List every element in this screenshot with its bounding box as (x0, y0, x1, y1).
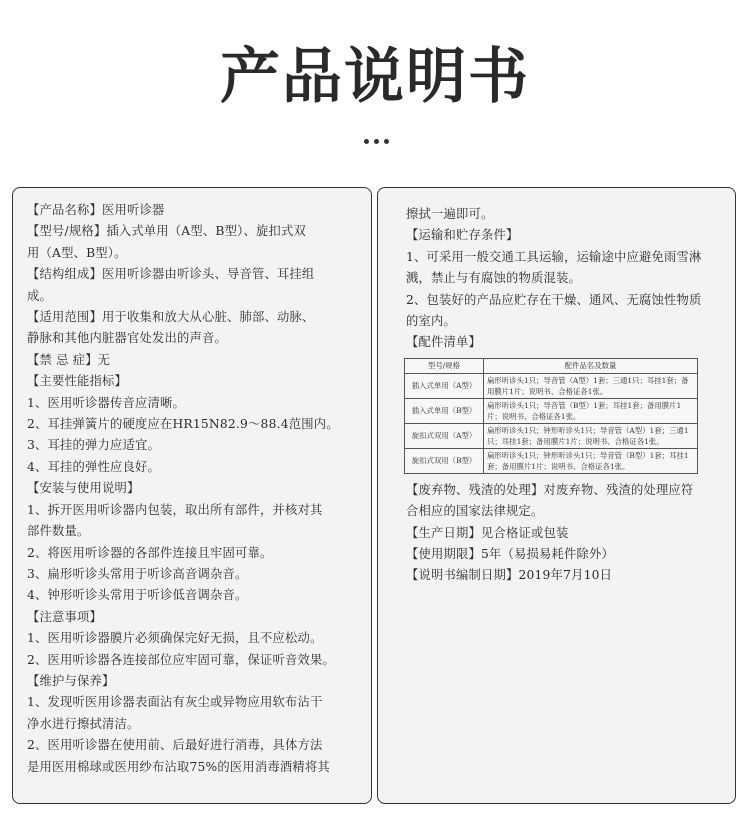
text-line: 【使用期限】5年（易损易耗件除外） (406, 547, 614, 562)
text-line: 【产品名称】医用听诊器 (27, 203, 165, 217)
text-line: 1、拆开医用听诊器内包装，取出所有部件，并核对其 (27, 502, 323, 517)
text-line: 1、发现听医用诊器表面沾有灰尘或异物应用软布沾干 (27, 695, 323, 710)
table-cell-parts: 扁形听诊头1只；钟形听诊头1只；导音管（A型）1套；三通1只；耳挂1套；备用膜片1片；说明书、合格证各1张。 (484, 423, 698, 448)
manual-page-left (12, 187, 372, 804)
text-line: 【生产日期】见合格证或包装 (406, 525, 569, 540)
text-line: 【废弃物、残渣的处理】对废弃物、残渣的处理应符 (406, 482, 694, 497)
table-row (405, 373, 698, 398)
text-line: 3、扁形听诊头常用于听诊高音调杂音。 (27, 566, 248, 581)
table-cell-parts: 扁形听诊头1只；导音管（B型）1套；耳挂1套；备用膜片1片；说明书、合格证各1张。 (484, 398, 698, 423)
text-line: 3、耳挂的弹力应适宜。 (27, 438, 160, 453)
text-line: 2、耳挂弹簧片的硬度应在HR15N82.9～88.4范围内。 (27, 417, 339, 432)
text-line: 1、可采用一般交通工具运输，运输途中应避免雨雪淋 (406, 249, 702, 264)
manual-page-right (377, 187, 736, 804)
parts-list-table-wrap (404, 358, 729, 474)
text-line: 4、耳挂的弹性应良好。 (27, 459, 160, 474)
text-line: 静脉和其他内脏器官处发出的声音。 (27, 331, 227, 346)
table-header-row (405, 358, 698, 373)
section-divider-dots (356, 139, 396, 149)
right-text-block-top (406, 204, 729, 354)
text-line: 2、医用听诊器各连接部位应牢固可靠，保证听音效果。 (27, 652, 335, 667)
table-cell-model: 插入式单用（A型） (405, 373, 484, 398)
table-cell-parts: 扁形听诊头1只；导音管（A型）1套；三通1只；耳挂1套；备用膜片1片；说明书、合格证各1张。 (484, 373, 698, 398)
table-cell-model: 旋扣式双用（A型） (405, 423, 484, 448)
table-row (405, 423, 698, 448)
text-line: 【运输和贮存条件】 (406, 228, 519, 243)
right-text-block-bottom (406, 480, 729, 587)
text-line: 【安装与使用说明】 (27, 481, 140, 496)
text-line: 1、医用听诊器膜片必须确保完好无损，且不应松动。 (27, 631, 323, 646)
text-line: 【注意事项】 (27, 609, 102, 624)
table-cell-model: 旋扣式双用（B型） (405, 448, 484, 473)
page-title: 产品说明书 (220, 42, 530, 112)
text-line: 1、医用听诊器传音应清晰。 (27, 395, 185, 410)
text-line: 【禁 忌 症】无 (27, 352, 111, 367)
text-line: 用（A型、B型）。 (27, 245, 127, 260)
text-line: 是用医用棉球或医用纱布沾取75%的医用消毒酒精将其 (27, 759, 330, 774)
text-line: 合相应的国家法律规定。 (406, 504, 544, 519)
text-line: 【主要性能指标】 (27, 374, 127, 389)
left-text-block (27, 200, 363, 778)
text-line: 【型号/规格】插入式单用（A型、B型）、旋扣式双 (27, 224, 306, 239)
table-row (405, 398, 698, 423)
text-line: 成。 (27, 288, 52, 303)
table-cell-model: 插入式单用（B型） (405, 398, 484, 423)
table-header-parts: 配件品名及数量 (484, 358, 698, 373)
table-cell-parts: 扁形听诊头1只；钟形听诊头1只；导音管（B型）1套；耳挂1套；备用膜片1片；说明书、合格证各1张。 (484, 448, 698, 473)
text-line: 部件数量。 (27, 524, 90, 539)
text-line: 【结构组成】医用听诊器由听诊头、导音管、耳挂组 (27, 267, 315, 282)
parts-list-table (404, 358, 698, 474)
text-line: 4、钟形听诊头常用于听诊低音调杂音。 (27, 588, 248, 603)
text-line: 【配件清单】 (406, 335, 481, 350)
table-header-model: 型号/规格 (405, 358, 484, 373)
text-line: 2、包装好的产品应贮存在干燥、通风、无腐蚀性物质 (406, 292, 702, 307)
text-line: 净水进行擦拭清洁。 (27, 716, 140, 731)
text-line: 【适用范围】用于收集和放大从心脏、肺部、动脉、 (27, 310, 315, 325)
table-row (405, 448, 698, 473)
text-line: 【说明书编制日期】2019年7月10日 (406, 568, 613, 583)
text-line: 【维护与保养】 (27, 673, 115, 688)
text-line: 擦拭一遍即可。 (406, 207, 494, 221)
text-line: 的室内。 (406, 314, 456, 329)
text-line: 2、医用听诊器在使用前、后最好进行消毒，具体方法 (27, 738, 323, 753)
text-line: 2、将医用听诊器的各部件连接且牢固可靠。 (27, 545, 273, 560)
text-line: 溅，禁止与有腐蚀的物质混装。 (406, 271, 581, 286)
